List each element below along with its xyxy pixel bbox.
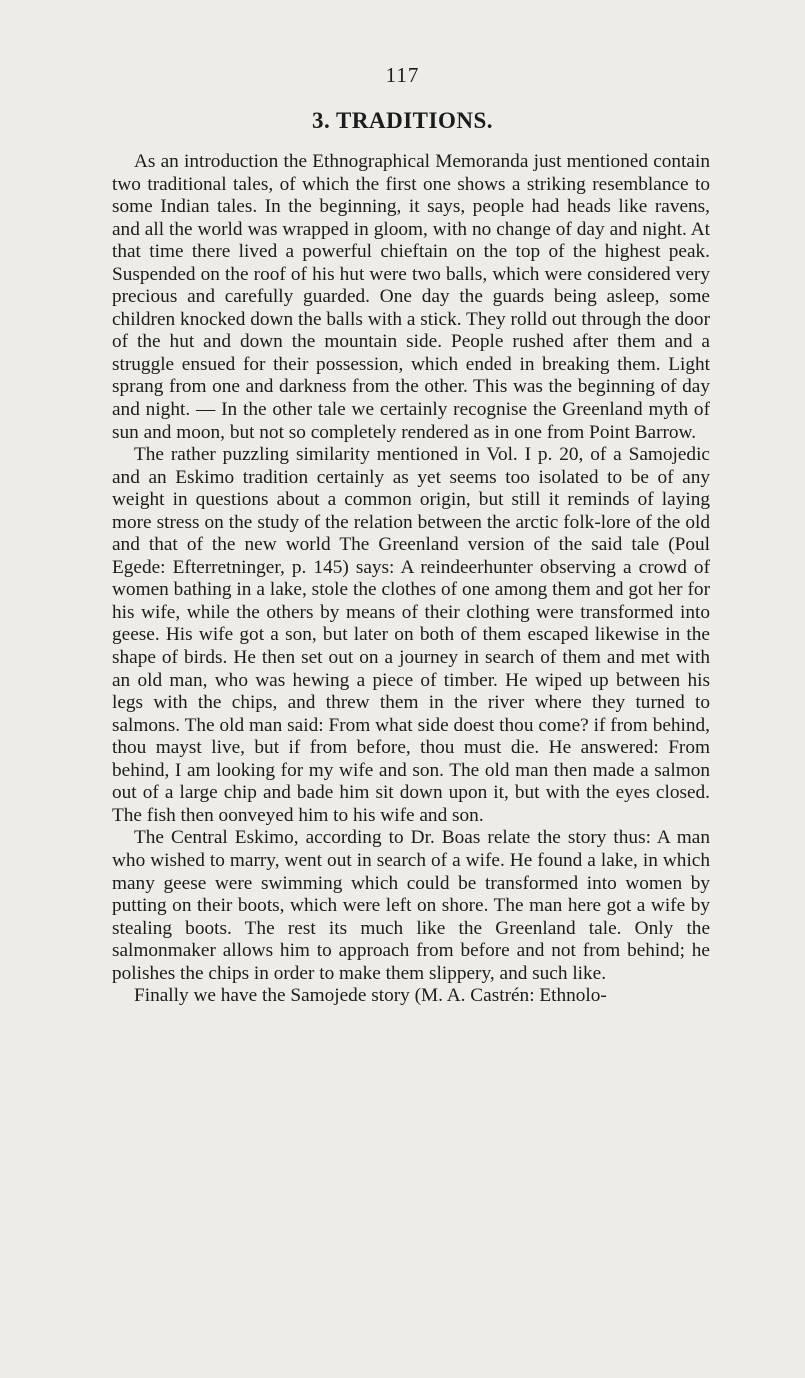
paragraph: The Central Eskimo, according to Dr. Boas relate the story thus: A man who wished to marry, went out in search of a wife. He found a lake, in which many geese were swimming which could be transformed into women by putting on their boots, which were left on shore. The man here got a wife by stealing boots. The rest its much like the Greenland tale. Only the salmonmaker allows him to approach from before and not from behind; he polishes the chips in order to make them slippery, and such like. — [112, 827, 710, 984]
paragraph: As an introduction the Ethnographical Memoranda just mentioned contain two traditional tales, of which the first one shows a striking resemblance to some Indian tales. In the beginning, it says, people had heads like ravens, and all the world was wrapped in gloom, with no change of day and night. At that time there lived a powerful chieftain on the top of the highest peak. Suspended on the roof of his hut were two balls, which were considered very precious and carefully guarded. One day the guards being asleep, some children knocked down the balls with a stick. They rolld out through the door of the hut and down the mountain side. People rushed after them and a struggle ensued for their possession, which ended in breaking them. Light sprang from one and darkness from the other. This was the beginning of day and night. — In the other tale we certainly recognise the Greenland myth of sun and moon, but not so completely rendered as in one from Point Barrow. — [112, 151, 710, 443]
page-number: 117 — [385, 63, 420, 87]
section-title: 3. TRADITIONS. — [311, 108, 494, 133]
paragraph: Finally we have the Samojede story (M. A. Castrén: Ethnolo- — [134, 985, 607, 1007]
body-text — [112, 151, 710, 1008]
paragraph: The rather puzzling similarity mentioned in Vol. I p. 20, of a Samojedic and an Eskimo tradition certainly as yet seems too isolated to be of any weight in questions about a common origin, but still it reminds of laying more stress on the study of the relation between the arctic folk-lore of the old and that of the new world The Greenland version of the said tale (Poul Egede: Efterretninger, p. 145) says: A reindeerhunter observing a crowd of women bathing in a lake, stole the clothes of one among them and got her for his wife, while the others by means of their clothing were transformed into geese. His wife got a son, but later on both of them escaped likewise in the shape of birds. He then set out on a journey in search of them and met with an old man, who was hewing a piece of timber. He wiped up between his legs with the chips, and threw them in the river where they turned to salmons. The old man said: From what side doest thou come? if from behind, thou mayst live, but if from before, thou must die. He answered: From behind, I am looking for my wife and son. The old man then made a salmon out of a large chip and bade him sit down upon it, but with the eyes closed. The fish then oonveyed him to his wife and son. — [112, 444, 710, 826]
